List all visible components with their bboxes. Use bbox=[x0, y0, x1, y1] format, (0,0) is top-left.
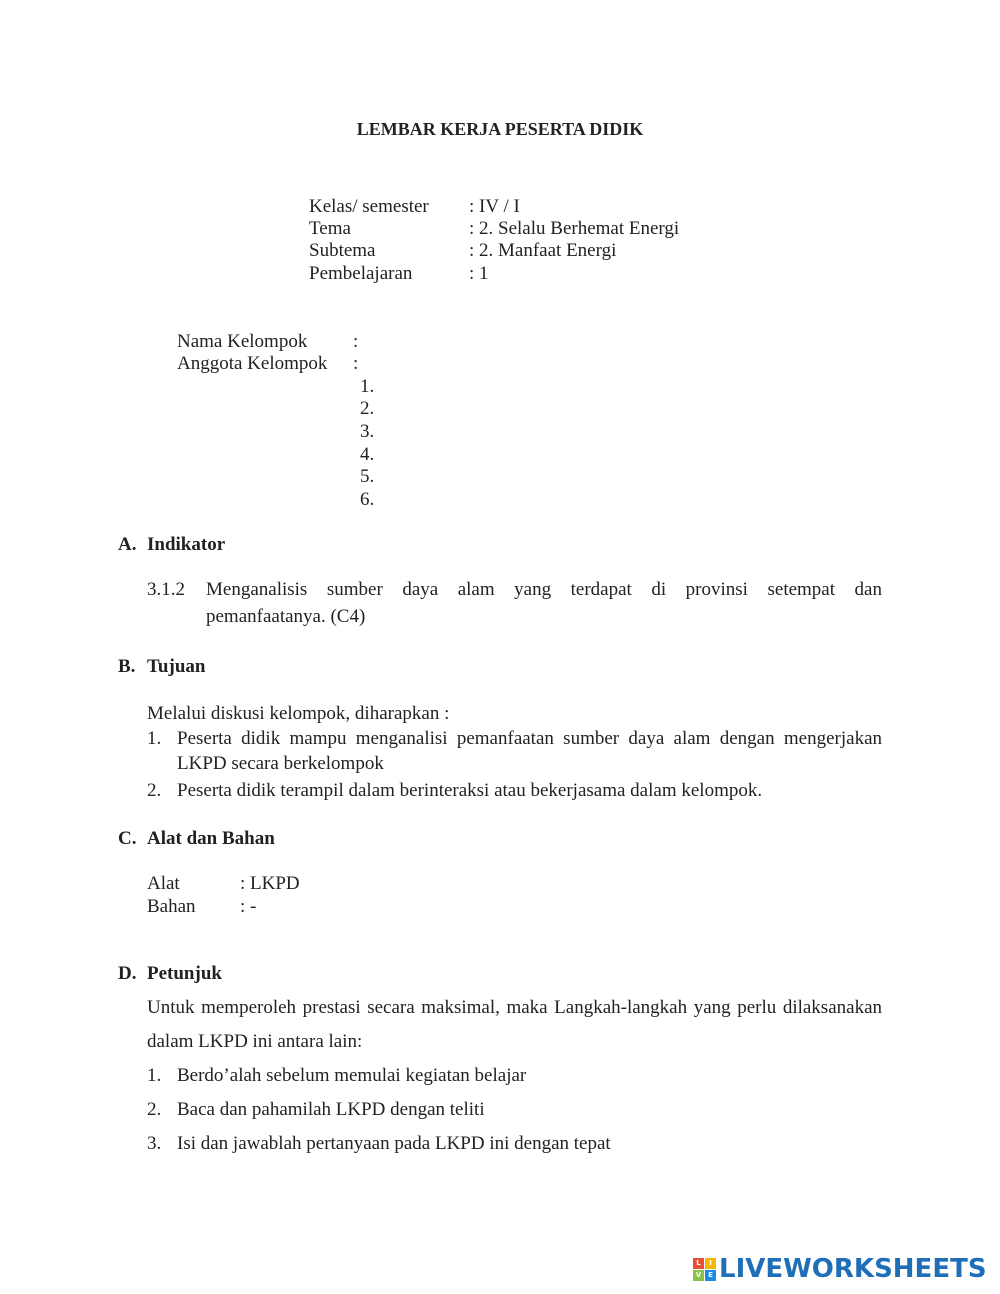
logo-block: I bbox=[705, 1258, 716, 1269]
logo-block: L bbox=[693, 1258, 704, 1269]
instructions-intro-line-2: dalam LKPD ini antara lain: bbox=[147, 1031, 363, 1052]
materials-value: : - bbox=[240, 896, 257, 917]
goal-number: 2. bbox=[147, 780, 162, 801]
member-number: 4. bbox=[360, 444, 375, 465]
materials-label: Bahan bbox=[147, 896, 196, 917]
member-number: 2. bbox=[360, 398, 375, 419]
group-name-colon: : bbox=[353, 331, 359, 352]
indicator-line-1: Menganalisis sumber daya alam yang terdapat di provinsi setempat dan bbox=[206, 579, 882, 600]
instruction-number: 1. bbox=[147, 1065, 162, 1086]
goal-text: Peserta didik terampil dalam berinteraksi atau bekerjasama dalam kelompok. bbox=[177, 780, 763, 801]
instruction-number: 3. bbox=[147, 1133, 162, 1154]
section-d-heading: Petunjuk bbox=[147, 963, 222, 984]
member-number: 5. bbox=[360, 466, 375, 487]
goal-text-line-2: LKPD secara berkelompok bbox=[177, 753, 384, 774]
member-number: 3. bbox=[360, 421, 375, 442]
info-value-lesson: : 1 bbox=[469, 263, 489, 284]
logo-block: V bbox=[693, 1270, 704, 1281]
section-d-letter: D. bbox=[118, 963, 137, 984]
member-number: 1. bbox=[360, 376, 375, 397]
instruction-text: Isi dan jawablah pertanyaan pada LKPD ini dengan tepat bbox=[177, 1133, 611, 1154]
indicator-line-2: pemanfaatanya. (C4) bbox=[206, 606, 366, 627]
indicator-code: 3.1.2 bbox=[147, 579, 185, 600]
logo-text: LIVEWORKSHEETS bbox=[719, 1254, 987, 1284]
goal-number: 1. bbox=[147, 728, 162, 749]
section-c-heading: Alat dan Bahan bbox=[147, 828, 275, 849]
section-b-heading: Tujuan bbox=[147, 656, 206, 677]
info-value-subtheme: : 2. Manfaat Energi bbox=[469, 240, 617, 261]
info-label-class: Kelas/ semester bbox=[309, 196, 429, 217]
liveworksheets-logo bbox=[693, 1254, 987, 1284]
logo-block: E bbox=[705, 1270, 716, 1281]
info-label-subtheme: Subtema bbox=[309, 240, 376, 261]
instructions-intro-line-1: Untuk memperoleh prestasi secara maksimal, maka Langkah-langkah yang perlu dilaksanakan bbox=[147, 997, 882, 1018]
info-value-class: : IV / I bbox=[469, 196, 520, 217]
section-a-letter: A. bbox=[118, 534, 137, 555]
section-c-letter: C. bbox=[118, 828, 137, 849]
info-label-theme: Tema bbox=[309, 218, 351, 239]
instruction-number: 2. bbox=[147, 1099, 162, 1120]
group-members-label: Anggota Kelompok bbox=[177, 353, 328, 374]
group-name-label: Nama Kelompok bbox=[177, 331, 308, 352]
section-b-letter: B. bbox=[118, 656, 136, 677]
member-number: 6. bbox=[360, 489, 375, 510]
group-members-colon: : bbox=[353, 353, 359, 374]
goal-text-line-1: Peserta didik mampu menganalisi pemanfaatan sumber daya alam dengan mengerjakan bbox=[177, 728, 882, 749]
logo-blocks-icon bbox=[693, 1258, 716, 1281]
section-a-heading: Indikator bbox=[147, 534, 226, 555]
instruction-text: Berdo’alah sebelum memulai kegiatan belajar bbox=[177, 1065, 527, 1086]
page-title: LEMBAR KERJA PESERTA DIDIK bbox=[356, 119, 644, 139]
instruction-text: Baca dan pahamilah LKPD dengan teliti bbox=[177, 1099, 485, 1120]
tools-value: : LKPD bbox=[240, 873, 300, 894]
info-value-theme: : 2. Selalu Berhemat Energi bbox=[469, 218, 680, 239]
goals-intro: Melalui diskusi kelompok, diharapkan : bbox=[147, 703, 450, 724]
info-label-lesson: Pembelajaran bbox=[309, 263, 413, 284]
tools-label: Alat bbox=[147, 873, 180, 894]
